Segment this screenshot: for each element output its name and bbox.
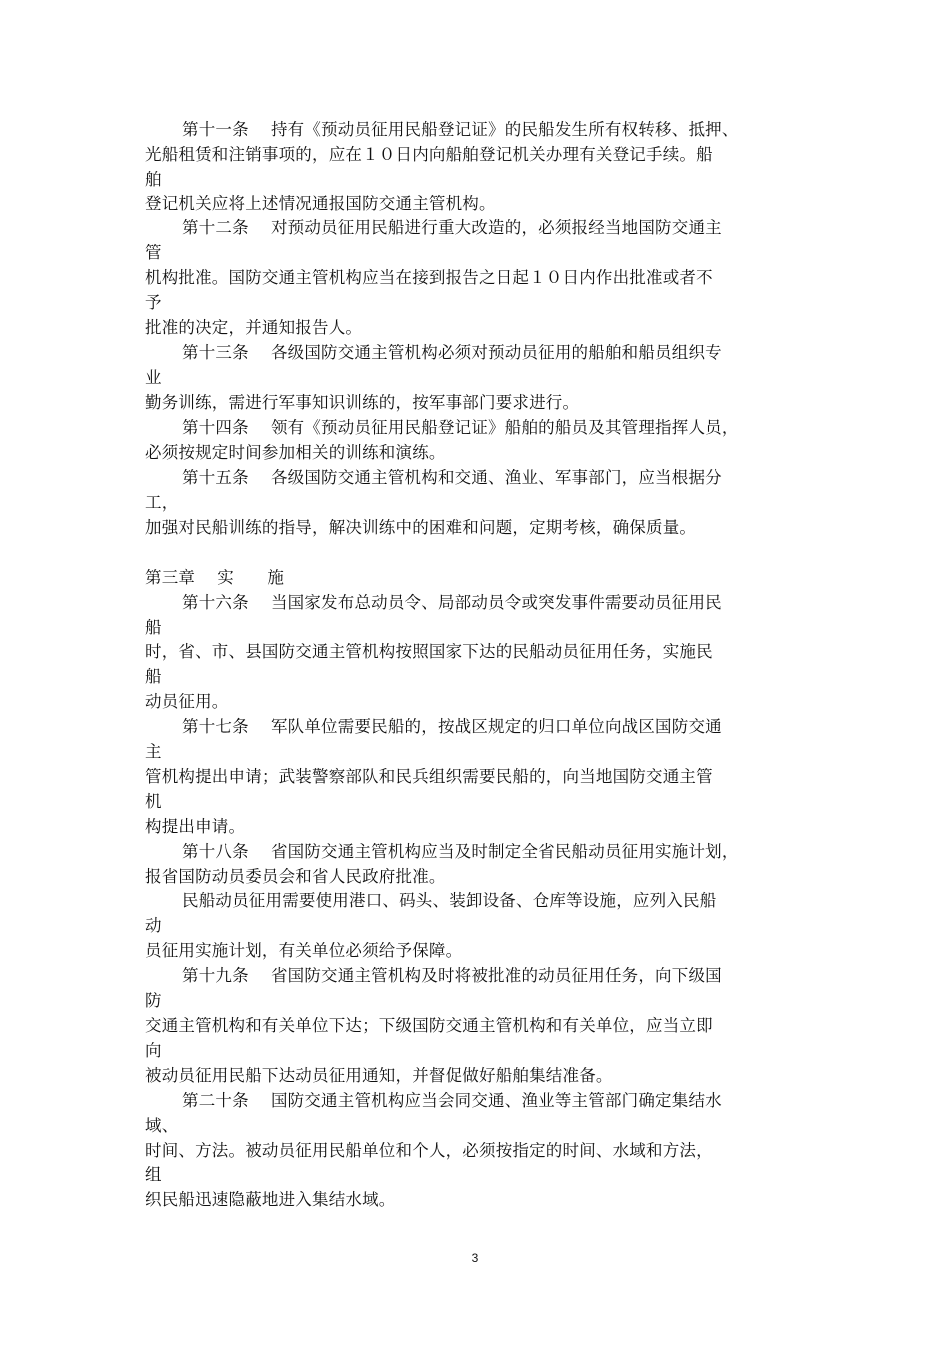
- text-line: 交通主管机构和有关单位下达；下级国防交通主管机构和有关单位，应当立即: [145, 1016, 713, 1035]
- text-line: 工，: [145, 493, 179, 512]
- text-line: 舶: [145, 170, 162, 189]
- text-line: 机: [145, 792, 162, 811]
- text-line: 业: [145, 368, 162, 387]
- text-line: 防: [145, 991, 162, 1010]
- text-line: 向: [145, 1041, 162, 1060]
- text-line: 管: [145, 243, 162, 262]
- text-line: 第十六条 当国家发布总动员令、局部动员令或突发事件需要动员征用民: [182, 593, 722, 612]
- text-line: 第十二条 对预动员征用民船进行重大改造的，必须报经当地国防交通主: [182, 218, 722, 237]
- text-line: 加强对民船训练的指导，解决训练中的困难和问题，定期考核，确保质量。: [145, 518, 697, 537]
- text-line: 第十五条 各级国防交通主管机构和交通、渔业、军事部门，应当根据分: [182, 468, 722, 487]
- text-line: 员征用实施计划，有关单位必须给予保障。: [145, 941, 463, 960]
- text-line: 第十八条 省国防交通主管机构应当及时制定全省民船动员征用实施计划，: [182, 842, 739, 861]
- text-line: 动员征用。: [145, 692, 229, 711]
- text-line: 批准的决定，并通知报告人。: [145, 318, 363, 337]
- text-line: 船: [145, 667, 162, 686]
- text-line: 必须按规定时间参加相关的训练和演练。: [145, 443, 446, 462]
- chapter-heading: 第三章 实 施: [145, 568, 285, 587]
- text-line: 管机构提出申请；武装警察部队和民兵组织需要民船的，向当地国防交通主管: [145, 767, 713, 786]
- text-line: 动: [145, 916, 162, 935]
- text-line: 光船租赁和注销事项的，应在１０日内向船舶登记机关办理有关登记手续。船: [145, 145, 713, 164]
- text-line: 民船动员征用需要使用港口、码头、装卸设备、仓库等设施，应列入民船: [182, 891, 717, 910]
- text-line: 机构批准。国防交通主管机构应当在接到报告之日起１０日内作出批准或者不: [145, 268, 713, 287]
- text-line: 织民船迅速隐蔽地进入集结水域。: [145, 1190, 396, 1209]
- text-line: 域、: [145, 1116, 179, 1135]
- text-line: 第十四条 领有《预动员征用民船登记证》船舶的船员及其管理指挥人员，: [182, 418, 739, 437]
- text-line: 第十九条 省国防交通主管机构及时将被批准的动员征用任务，向下级国: [182, 966, 722, 985]
- text-line: 第十三条 各级国防交通主管机构必须对预动员征用的船舶和船员组织专: [182, 343, 722, 362]
- text-line: 第二十条 国防交通主管机构应当会同交通、渔业等主管部门确定集结水: [182, 1091, 722, 1110]
- text-line: 时，省、市、县国防交通主管机构按照国家下达的民船动员征用任务，实施民: [145, 642, 713, 661]
- text-line: 主: [145, 742, 162, 761]
- text-line: 勤务训练，需进行军事知识训练的，按军事部门要求进行。: [145, 393, 580, 412]
- text-line: 报省国防动员委员会和省人民政府批准。: [145, 867, 446, 886]
- text-line: 时间、方法。被动员征用民船单位和个人，必须按指定的时间、水域和方法，: [145, 1141, 713, 1160]
- text-line: 构提出申请。: [145, 817, 246, 836]
- text-line: 登记机关应将上述情况通报国防交通主管机构。: [145, 194, 496, 213]
- text-line: 组: [145, 1165, 162, 1184]
- text-line: 船: [145, 618, 162, 637]
- text-line: 第十七条 军队单位需要民船的，按战区规定的归口单位向战区国防交通: [182, 717, 722, 736]
- text-line: 予: [145, 293, 162, 312]
- text-line: 第十一条 持有《预动员征用民船登记证》的民船发生所有权转移、抵押、: [182, 120, 739, 139]
- text-line: 被动员征用民船下达动员征用通知，并督促做好船舶集结准备。: [145, 1066, 613, 1085]
- page-number: 3: [471, 1251, 479, 1265]
